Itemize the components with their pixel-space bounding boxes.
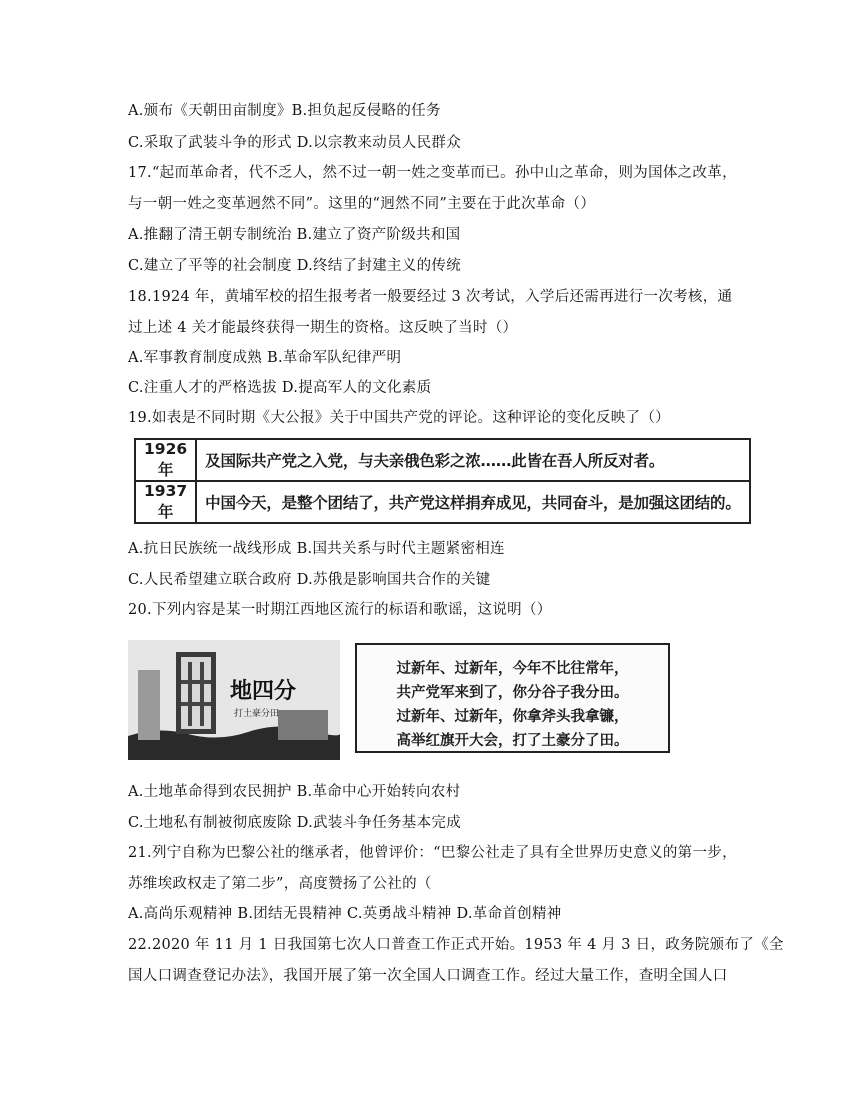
table-quote-cell: 及国际共产党之入党，与夫亲俄色彩之浓……此皆在吾人所反对者。 [196,439,750,481]
line-q20-stem: 20.下列内容是某一时期江西地区流行的标语和歌谣，这说明（） [128,602,552,618]
slogan-photo [128,640,340,760]
line-q18-stem-1: 18.1924 年，黄埔军校的招生报考者一般要经过 3 次考试，入学后还需再进行一次考核，通 [128,289,733,305]
line-q20-option-ab: A.土地革命得到农民拥护 B.革命中心开始转向农村 [128,784,461,800]
table-year-cell: 1926 年 [135,439,196,481]
line-q22-stem-1: 22.2020 年 11 月 1 日我国第七次人口普查工作正式开始。1953 年 4 月 3 日，政务院颁布了《全 [128,937,784,953]
song-line: 高举红旗开大会，打了土豪分了田。 [396,733,629,749]
line-q16-option-ab: A.颁布《天朝田亩制度》B.担负起反侵略的任务 [128,103,441,119]
line-q18-stem-2: 过上述 4 关才能最终获得一期生的资格。这反映了当时（） [128,320,518,336]
folk-song-box [355,643,670,753]
line-q17-stem-2: 与一朝一姓之变革迥然不同”。这里的“迥然不同”主要在于此次革命（） [128,196,596,212]
table-year-cell: 1937 年 [135,481,196,523]
dagongbao-comment-table [134,438,751,524]
table-quote-cell: 中国今天，是整个团结了，共产党这样捐弃成见，共同奋斗，是加强这团结的。 [196,481,750,523]
line-q21-options: A.高尚乐观精神 B.团结无畏精神 C.英勇战斗精神 D.革命首创精神 [128,906,562,922]
table-row [135,439,750,481]
line-q17-option-ab: A.推翻了清王朝专制统治 B.建立了资产阶级共和国 [128,227,461,243]
song-line: 过新年、过新年，你拿斧头我拿镰， [396,709,629,725]
slogan-caption: 打土豪分田 [234,709,280,719]
slogan-photo-image [128,640,340,760]
table-row [135,481,750,523]
song-line: 过新年、过新年，今年不比往常年， [396,661,629,677]
line-q19-option-cd: C.人民希望建立联合政府 D.苏俄是影响国共合作的关键 [128,572,491,588]
line-q20-option-cd: C.土地私有制被彻底废除 D.武装斗争任务基本完成 [128,815,462,831]
line-q17-stem-1: 17.“起而革命者，代不乏人，然不过一朝一姓之变革而已。孙中山之革命，则为国体之改革， [128,165,737,181]
slogan-text: 地四分 [230,678,297,704]
line-q16-option-cd: C.采取了武装斗争的形式 D.以宗教来动员人民群众 [128,135,462,151]
line-q18-option-cd: C.注重人才的严格选拔 D.提高军人的文化素质 [128,380,432,396]
line-q19-option-ab: A.抗日民族统一战线形成 B.国共关系与时代主题紧密相连 [128,541,505,557]
line-q18-option-ab: A.军事教育制度成熟 B.革命军队纪律严明 [128,350,402,366]
line-q21-stem-2: 苏维埃政权走了第二步”，高度赞扬了公社的（ [128,876,432,892]
song-line: 共产党军来到了，你分谷子我分田。 [396,685,629,701]
line-q19-stem: 19.如表是不同时期《大公报》关于中国共产党的评论。这种评论的变化反映了（） [128,410,670,426]
line-q21-stem-1: 21.列宁自称为巴黎公社的继承者，他曾评价：“巴黎公社走了具有全世界历史意义的第一步， [128,845,737,861]
line-q17-option-cd: C.建立了平等的社会制度 D.终结了封建主义的传统 [128,258,462,274]
line-q22-stem-2: 国人口调查登记办法》，我国开展了第一次全国人口调查工作。经过大量工作，查明全国人口 [128,968,728,984]
